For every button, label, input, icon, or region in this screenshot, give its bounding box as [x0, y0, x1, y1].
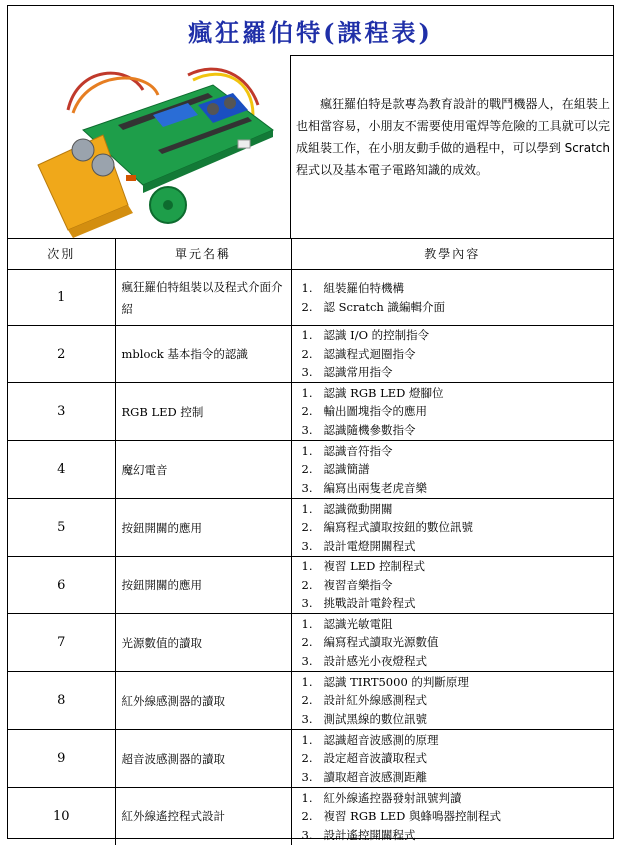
- item-text: 複習 RGB LED 與蜂鳴器控制程式: [323, 809, 502, 823]
- item-number: 3.: [301, 653, 313, 668]
- item-number: 3.: [301, 596, 313, 611]
- table-row: [8, 730, 613, 788]
- item-text: 認識光敏電阻: [323, 616, 393, 631]
- page-title: 瘋狂羅伯特(課程表): [188, 18, 433, 47]
- table-row: [8, 788, 613, 845]
- item-text: 認識程式迴圈指令: [323, 346, 416, 361]
- item-number: 3.: [301, 365, 313, 380]
- table-row: [8, 499, 613, 557]
- session-number: 9: [8, 730, 115, 788]
- item-text: 設計遙控開關程式: [323, 827, 416, 842]
- item-text: 設計感光小夜燈程式: [323, 653, 427, 668]
- table-row: [8, 672, 613, 730]
- item-text: 認識簡譜: [323, 462, 370, 477]
- content-item: [302, 345, 614, 364]
- item-text: 編寫程式讀取按鈕的數位訊號: [323, 520, 473, 535]
- unit-name: 紅外線遙控程式設計: [115, 788, 291, 845]
- unit-name: 紅外線感測器的讀取: [115, 672, 291, 730]
- item-number: 1.: [301, 443, 313, 458]
- item-text: 設計紅外線感測程式: [323, 693, 427, 708]
- robot-photo: [8, 55, 291, 238]
- teaching-content: [291, 730, 613, 788]
- item-text: 認識微動開關: [323, 501, 393, 516]
- item-text: 輸出圖塊指令的應用: [323, 404, 427, 419]
- session-number: 4: [8, 441, 115, 499]
- content-item: [302, 768, 614, 787]
- content-item: [302, 518, 614, 537]
- item-number: 2.: [301, 346, 313, 361]
- content-item: [302, 652, 614, 671]
- item-text: 編寫出兩隻老虎音樂: [323, 480, 427, 495]
- item-text: 認識 I/O 的控制指令: [323, 328, 430, 343]
- item-number: 1.: [301, 328, 313, 343]
- content-item: [302, 537, 614, 556]
- item-number: 2.: [301, 751, 313, 766]
- content-item: [302, 479, 614, 498]
- item-text: 複習音樂指令: [323, 577, 393, 592]
- item-number: 2.: [301, 462, 313, 477]
- item-text: 設計電燈開關程式: [323, 538, 416, 553]
- item-number: 1.: [301, 559, 313, 574]
- item-number: 2.: [301, 404, 313, 419]
- table-header-row: [8, 238, 613, 270]
- content-item: [302, 384, 614, 403]
- item-text: 讀取超音波感測距離: [323, 769, 427, 784]
- unit-name: 光源數值的讀取: [115, 614, 291, 672]
- unit-name: 按鈕開關的應用: [115, 557, 291, 614]
- table-row: [8, 614, 613, 672]
- teaching-content: [291, 557, 613, 614]
- content-item: [302, 789, 614, 808]
- session-number: 6: [8, 557, 115, 614]
- item-text: 認識 TIRT5000 的判斷原理: [323, 674, 469, 689]
- header-no: 次別: [8, 238, 115, 270]
- content-item: [302, 594, 614, 613]
- item-text: 挑戰設計電鈴程式: [323, 596, 416, 611]
- teaching-content: [291, 614, 613, 672]
- content-item: [302, 363, 614, 382]
- schedule-table: [8, 238, 613, 845]
- session-number: 7: [8, 614, 115, 672]
- teaching-content: [291, 788, 613, 845]
- session-number: 2: [8, 326, 115, 383]
- content-item: [302, 557, 614, 576]
- item-text: 組裝羅伯特機構: [323, 281, 404, 295]
- item-number: 2.: [301, 693, 313, 708]
- content-item: [302, 807, 614, 826]
- item-number: 2.: [301, 299, 313, 314]
- session-number: 10: [8, 788, 115, 845]
- teaching-content: [291, 499, 613, 557]
- content-item: [302, 749, 614, 768]
- table-row: [8, 557, 613, 614]
- item-text: 設定超音波讀取程式: [323, 751, 427, 766]
- item-number: 3.: [301, 422, 313, 437]
- item-number: 3.: [301, 827, 313, 842]
- item-text: 紅外線遙控器發射訊號判讀: [323, 790, 462, 805]
- teaching-content: [291, 326, 613, 383]
- teaching-content: [291, 383, 613, 441]
- content-item: [302, 673, 614, 692]
- teaching-content: [291, 270, 613, 326]
- item-number: 3.: [301, 769, 313, 784]
- session-number: 1: [8, 270, 115, 326]
- item-number: 3.: [301, 480, 313, 495]
- robot-illustration: [8, 55, 291, 238]
- unit-name: mblock 基本指令的認識: [115, 326, 291, 383]
- item-number: 1.: [301, 790, 313, 805]
- item-text: 認識常用指令: [323, 365, 393, 380]
- content-item: [302, 421, 614, 440]
- session-number: 5: [8, 499, 115, 557]
- intro-row: [8, 55, 613, 239]
- content-item: [302, 402, 614, 421]
- item-number: 2.: [301, 809, 313, 823]
- session-number: 8: [8, 672, 115, 730]
- item-number: 1.: [301, 501, 313, 516]
- item-text: 認識 RGB LED 燈腳位: [323, 385, 444, 400]
- content-item: [302, 326, 614, 345]
- unit-name: 魔幻電音: [115, 441, 291, 499]
- table-row: [8, 383, 613, 441]
- item-text: 測試黑線的數位訊號: [323, 711, 427, 726]
- item-number: 1.: [301, 732, 313, 747]
- intro-paragraph: 瘋狂羅伯特是款專為教育設計的戰鬥機器人，在組裝上也相當容易，小朋友不需要使用電焊等危險的工具就可以完成組裝工作，在小朋友動手做的過程中，可以學到 Scratch 程式以及基本電子電路知識的成效。: [296, 97, 610, 177]
- item-text: 認 Scratch 識編輯介面: [323, 299, 445, 314]
- teaching-content: [291, 672, 613, 730]
- item-number: 1.: [301, 281, 313, 295]
- item-text: 認識隨機參數指令: [323, 422, 416, 437]
- unit-name: RGB LED 控制: [115, 383, 291, 441]
- item-number: 1.: [301, 674, 313, 689]
- table-row: [8, 326, 613, 383]
- item-text: 編寫程式讀取光源數值: [323, 635, 439, 650]
- item-text: 複習 LED 控制程式: [323, 559, 426, 574]
- item-number: 1.: [301, 385, 313, 400]
- header-unit: 單元名稱: [115, 238, 291, 270]
- content-item: [302, 633, 614, 652]
- session-number: 3: [8, 383, 115, 441]
- unit-name: 瘋狂羅伯特組裝以及程式介面介紹: [115, 270, 291, 326]
- header-content: 教學內容: [291, 238, 613, 270]
- content-item: [302, 691, 614, 710]
- item-number: 2.: [301, 577, 313, 592]
- content-item: [302, 731, 614, 750]
- item-number: 1.: [301, 616, 313, 631]
- item-text: 認識超音波感測的原理: [323, 732, 439, 747]
- course-schedule-document: [7, 5, 614, 842]
- item-number: 3.: [301, 711, 313, 726]
- content-item: [302, 279, 614, 298]
- content-item: [302, 615, 614, 634]
- unit-name: 按鈕開關的應用: [115, 499, 291, 557]
- item-text: 認識音符指令: [323, 443, 393, 458]
- item-number: 2.: [301, 635, 313, 650]
- title-row: [8, 6, 613, 56]
- unit-name: 超音波感測器的讀取: [115, 730, 291, 788]
- content-item: [302, 442, 614, 461]
- table-row: [8, 270, 613, 326]
- content-item: [302, 710, 614, 729]
- table-row: [8, 441, 613, 499]
- content-item: [302, 576, 614, 595]
- item-number: 3.: [301, 538, 313, 553]
- content-item: [302, 298, 614, 317]
- item-number: 2.: [301, 520, 313, 535]
- content-item: [302, 460, 614, 479]
- content-item: [302, 500, 614, 519]
- content-item: [302, 826, 614, 845]
- teaching-content: [291, 441, 613, 499]
